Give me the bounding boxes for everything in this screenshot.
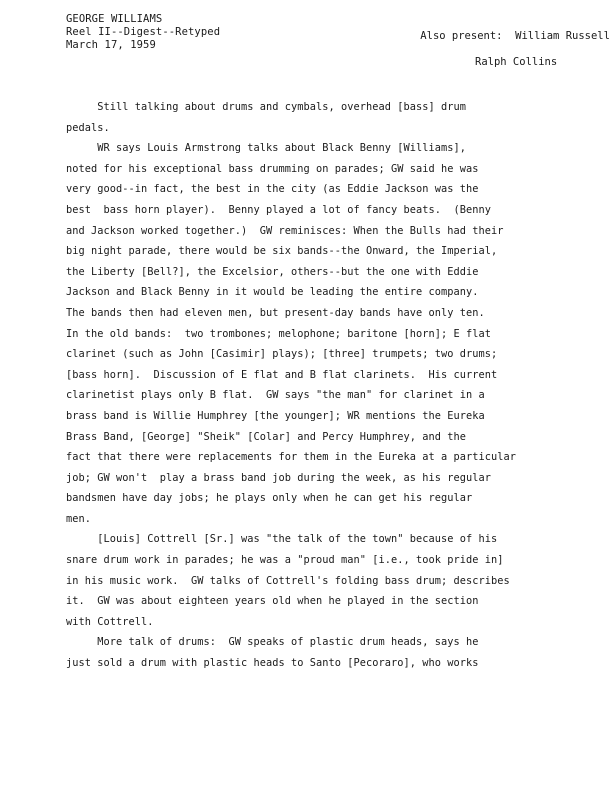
text-line: best bass horn player). Benny played a lot of fancy beats. (Benny — [66, 203, 491, 216]
text-line: with Cottrell. — [66, 615, 154, 628]
text-line: and Jackson worked together.) GW reminisces: When the Bulls had their — [66, 224, 504, 237]
text-line: in his music work. GW talks of Cottrell's folding bass drum; describes — [66, 574, 510, 587]
text-line: very good--in fact, the best in the city (as Eddie Jackson was the — [66, 183, 479, 196]
header-also-present-line2: Ralph Collins — [475, 56, 558, 68]
text-line: WR says Louis Armstrong talks about Black Benny [Williams], — [66, 142, 466, 155]
paragraph — [66, 97, 602, 138]
transcript-body — [66, 97, 602, 674]
text-line: snare drum work in parades; he was a "proud man" [i.e., took pride in] — [66, 554, 504, 567]
text-line: pedals. — [66, 121, 110, 134]
text-line: clarinet (such as John [Casimir] plays); [three] trumpets; two drums; — [66, 348, 498, 361]
paragraph — [66, 632, 602, 673]
text-line: noted for his exceptional bass drumming on parades; GW said he was — [66, 162, 479, 175]
text-line: Jackson and Black Benny in it would be leading the entire company. — [66, 286, 479, 299]
text-line: the Liberty [Bell?], the Excelsior, others--but the one with Eddie — [66, 265, 479, 278]
text-line: it. GW was about eighteen years old when he played in the section — [66, 595, 479, 608]
header-reel-info: Reel II--Digest--Retyped — [66, 26, 221, 38]
text-line: job; GW won't play a brass band job during the week, as his regular — [66, 471, 491, 484]
text-line: clarinetist plays only B flat. GW says "the man" for clarinet in a — [66, 389, 485, 402]
text-line: Brass Band, [George] "Sheik" [Colar] and Percy Humphrey, and the — [66, 430, 466, 443]
text-line: In the old bands: two trombones; melophone; baritone [horn]; E flat — [66, 327, 491, 340]
text-line: [bass horn]. Discussion of E flat and B flat clarinets. His current — [66, 368, 498, 381]
text-line: fact that there were replacements for them in the Eureka at a particular — [66, 451, 516, 464]
header-also-present-block — [395, 17, 610, 95]
text-line: big night parade, there would be six bands--the Onward, the Imperial, — [66, 245, 498, 258]
text-line: More talk of drums: GW speaks of plastic drum heads, says he — [66, 636, 479, 649]
paragraph — [66, 138, 602, 529]
header-interviewee-block — [66, 13, 220, 52]
text-line: Still talking about drums and cymbals, overhead [bass] drum — [66, 101, 466, 113]
header-also-present-line1: Also present: William Russell — [420, 30, 610, 42]
text-line: bandsmen have day jobs; he plays only when he can get his regular — [66, 492, 473, 505]
text-line: just sold a drum with plastic heads to Santo [Pecoraro], who works — [66, 657, 479, 670]
text-line: men. — [66, 512, 91, 525]
header-interviewee-name: GEORGE WILLIAMS — [66, 13, 163, 25]
text-line: [Louis] Cottrell [Sr.] was "the talk of the town" because of his — [66, 533, 498, 546]
header-date: March 17, 1959 — [66, 39, 156, 51]
paragraph — [66, 529, 602, 632]
text-line: The bands then had eleven men, but present-day bands have only ten. — [66, 306, 485, 319]
text-line: brass band is Willie Humphrey [the younger]; WR mentions the Eureka — [66, 409, 485, 422]
